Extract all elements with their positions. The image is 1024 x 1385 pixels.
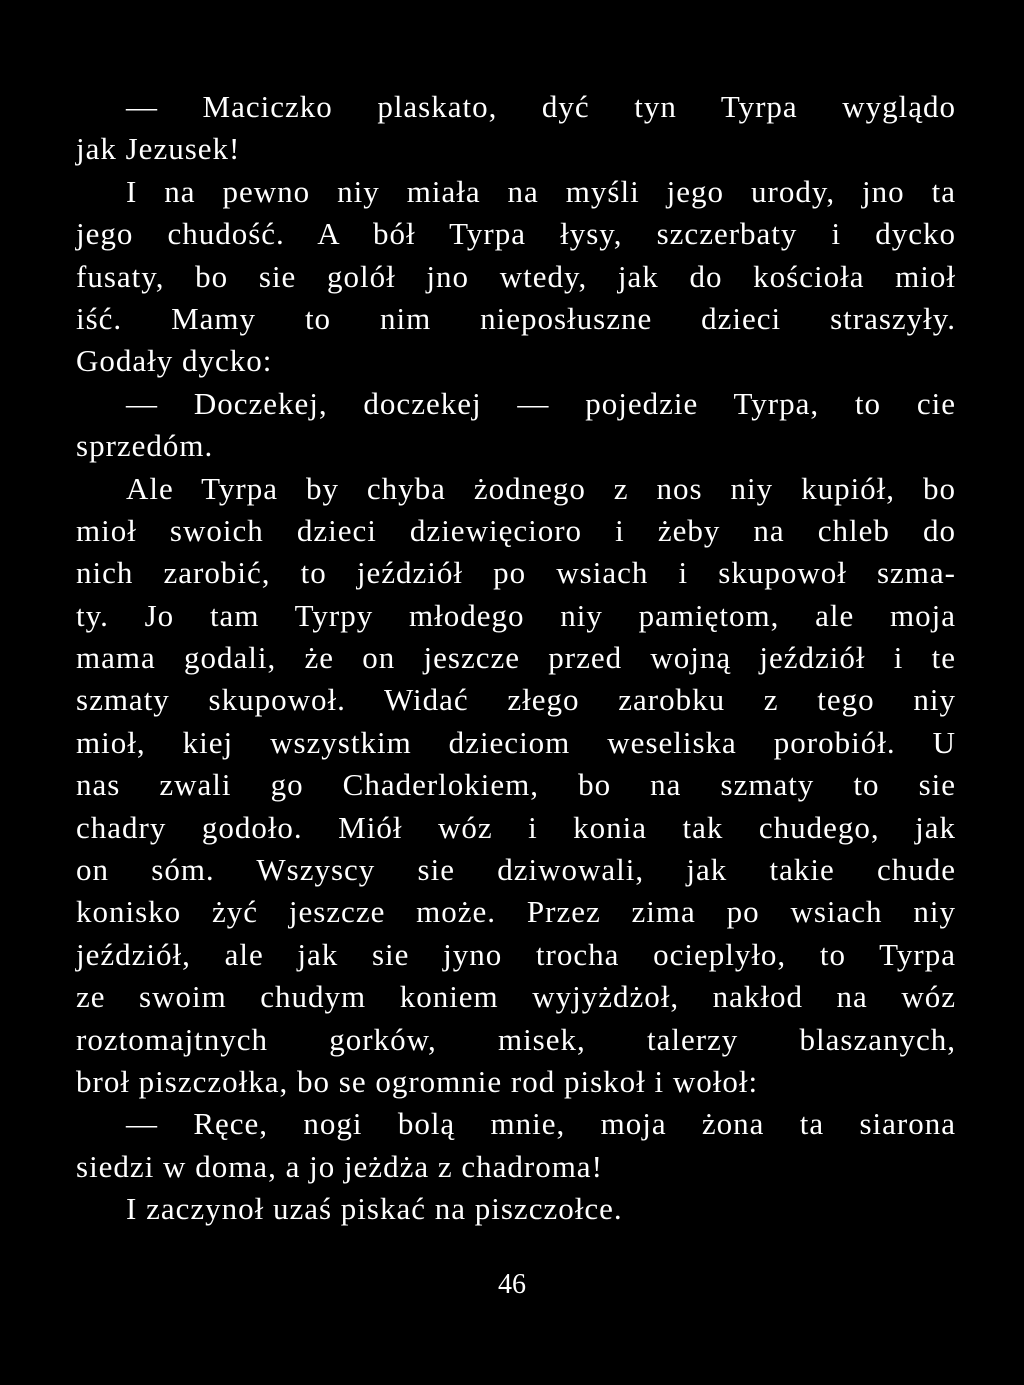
body-text [76, 86, 956, 1231]
text-line: konisko żyć jeszcze może. Przez zima po wsiach niy [76, 894, 956, 930]
page-number: 46 [498, 1269, 526, 1300]
text-line: mama godali, że on jeszcze przed wojną jeździół i te [76, 640, 956, 676]
text-line: jego chudość. A bół Tyrpa łysy, szczerbaty i dycko [76, 216, 956, 252]
text-line: jak Jezusek! [76, 131, 241, 167]
text-line: I na pewno niy miała na myśli jego urody, jno ta [126, 173, 956, 209]
text-line: nas zwali go Chaderlokiem, bo na szmaty to sie [76, 767, 956, 803]
text-line: on sóm. Wszyscy sie dziwowali, jak takie chude [76, 852, 956, 888]
text-line: mioł, kiej wszystkim dzieciom weseliska porobiół. U [76, 724, 956, 760]
text-line: fusaty, bo sie golół jno wtedy, jak do kościoła mioł [76, 258, 956, 294]
text-line: siedzi w doma, a jo jeżdża z chadroma! [76, 1148, 603, 1184]
text-line: roztomajtnych gorków, misek, talerzy blaszanych, [76, 1021, 956, 1057]
text-line: nich zarobić, to jeździół po wsiach i skupowoł szma- [76, 555, 956, 591]
text-line: broł piszczołka, bo se ogromnie rod piskoł i wołoł: [76, 1063, 759, 1099]
text-line: chadry godoło. Miół wóz i konia tak chudego, jak [76, 809, 956, 845]
text-line: sprzedóm. [76, 428, 214, 464]
text-line: mioł swoich dzieci dziewięcioro i żeby na chleb do [76, 512, 956, 548]
text-line: Ale Tyrpa by chyba żodnego z nos niy kupiół, bo [126, 470, 956, 506]
text-line: iść. Mamy to nim nieposłuszne dzieci straszyły. [76, 300, 956, 336]
text-line: ty. Jo tam Tyrpy młodego niy pamiętom, ale moja [76, 597, 956, 633]
text-line: jeździół, ale jak sie jyno trocha ocieplyło, to Tyrpa [76, 936, 956, 972]
text-line: ze swoim chudym koniem wyjyżdżoł, nakłod na wóz [76, 979, 956, 1015]
text-line: — Maciczko plaskato, dyć tyn Tyrpa wyglądo [126, 89, 956, 124]
text-line: — Ręce, nogi bolą mnie, moja żona ta siarona [126, 1106, 956, 1142]
text-line: I zaczynoł uzaś piskać na piszczołce. [126, 1191, 623, 1227]
text-line: szmaty skupowoł. Widać złego zarobku z tego niy [76, 682, 956, 718]
text-line: Godały dycko: [76, 343, 273, 379]
text-line: — Doczekej, doczekej — pojedzie Tyrpa, to cie [126, 385, 956, 421]
